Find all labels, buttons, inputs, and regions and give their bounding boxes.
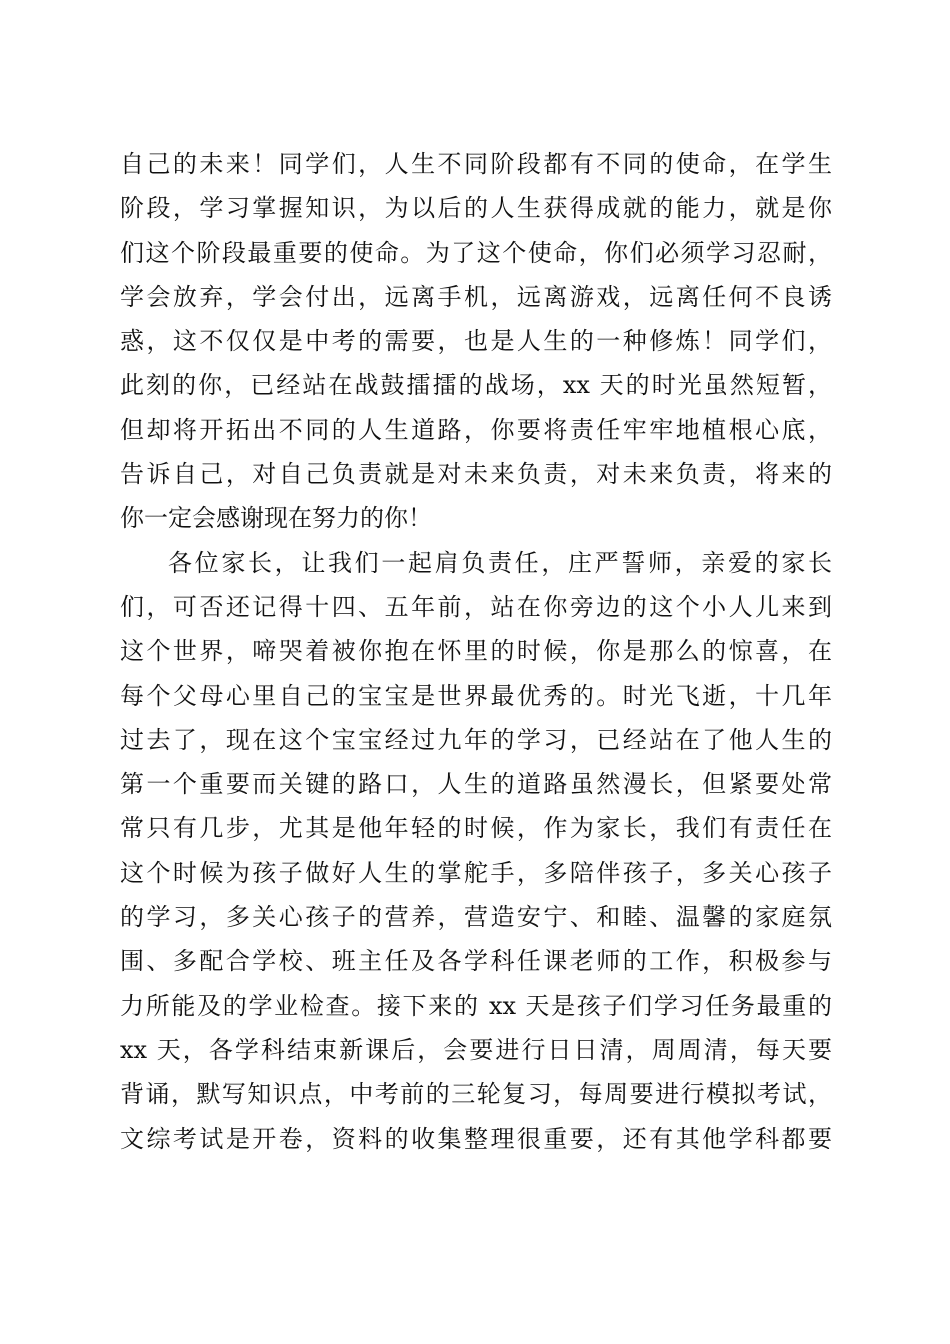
text-line: 告诉自己，对自己负责就是对未来负责，对未来负责，将来的 — [120, 460, 832, 489]
text-line: 每个父母心里自己的宝宝是世界最优秀的。时光飞逝，十几年 — [120, 681, 832, 710]
text-line: 的学习，多关心孩子的营养，营造安宁、和睦、温馨的家庭氛 — [120, 903, 832, 932]
text-line: 文综考试是开卷，资料的收集整理很重要，还有其他学科都要 — [120, 1124, 832, 1153]
text-line: 第一个重要而关键的路口，人生的道路虽然漫长，但紧要处常 — [120, 770, 832, 799]
document-body — [120, 142, 832, 1161]
text-line: 自己的未来！同学们，人生不同阶段都有不同的使命，在学生 — [120, 150, 832, 178]
text-line: 力所能及的学业检查。接下来的 xx 天是孩子们学习任务最重的 — [120, 991, 832, 1020]
text-line: xx 天，各学科结束新课后，会要进行日日清，周周清，每天要 — [120, 1035, 832, 1064]
text-line: 学会放弃，学会付出，远离手机，远离游戏，远离任何不良诱 — [120, 282, 832, 311]
text-line: 阶段，学习掌握知识，为以后的人生获得成就的能力，就是你 — [120, 194, 832, 223]
text-line: 此刻的你，已经站在战鼓擂擂的战场，xx 天的时光虽然短暂， — [120, 371, 832, 400]
text-line: 过去了，现在这个宝宝经过九年的学习，已经站在了他人生的 — [120, 725, 832, 754]
paragraph-2 — [120, 541, 832, 1161]
text-line: 惑，这不仅仅是中考的需要，也是人生的一种修炼！同学们， — [120, 327, 832, 356]
text-line: 们这个阶段最重要的使命。为了这个使命，你们必须学习忍耐， — [120, 238, 832, 267]
text-line: 但却将开拓出不同的人生道路，你要将责任牢牢地植根心底， — [120, 415, 832, 444]
text-line: 背诵，默写知识点，中考前的三轮复习，每周要进行模拟考试， — [120, 1080, 832, 1109]
text-line: 常只有几步，尤其是他年轻的时候，作为家长，我们有责任在 — [120, 814, 832, 843]
paragraph-1 — [120, 142, 832, 541]
text-line: 围、多配合学校、班主任及各学科任课老师的工作，积极参与 — [120, 947, 832, 976]
text-line: 你一定会感谢现在努力的你！ — [120, 504, 432, 533]
text-line: 们，可否还记得十四、五年前，站在你旁边的这个小人儿来到 — [120, 592, 832, 621]
text-line: 这个时候为孩子做好人生的掌舵手，多陪伴孩子，多关心孩子 — [120, 858, 832, 887]
text-line: 这个世界，啼哭着被你抱在怀里的时候，你是那么的惊喜，在 — [120, 637, 832, 666]
text-line: 各位家长，让我们一起肩负责任，庄严誓师，亲爱的家长 — [168, 548, 832, 577]
